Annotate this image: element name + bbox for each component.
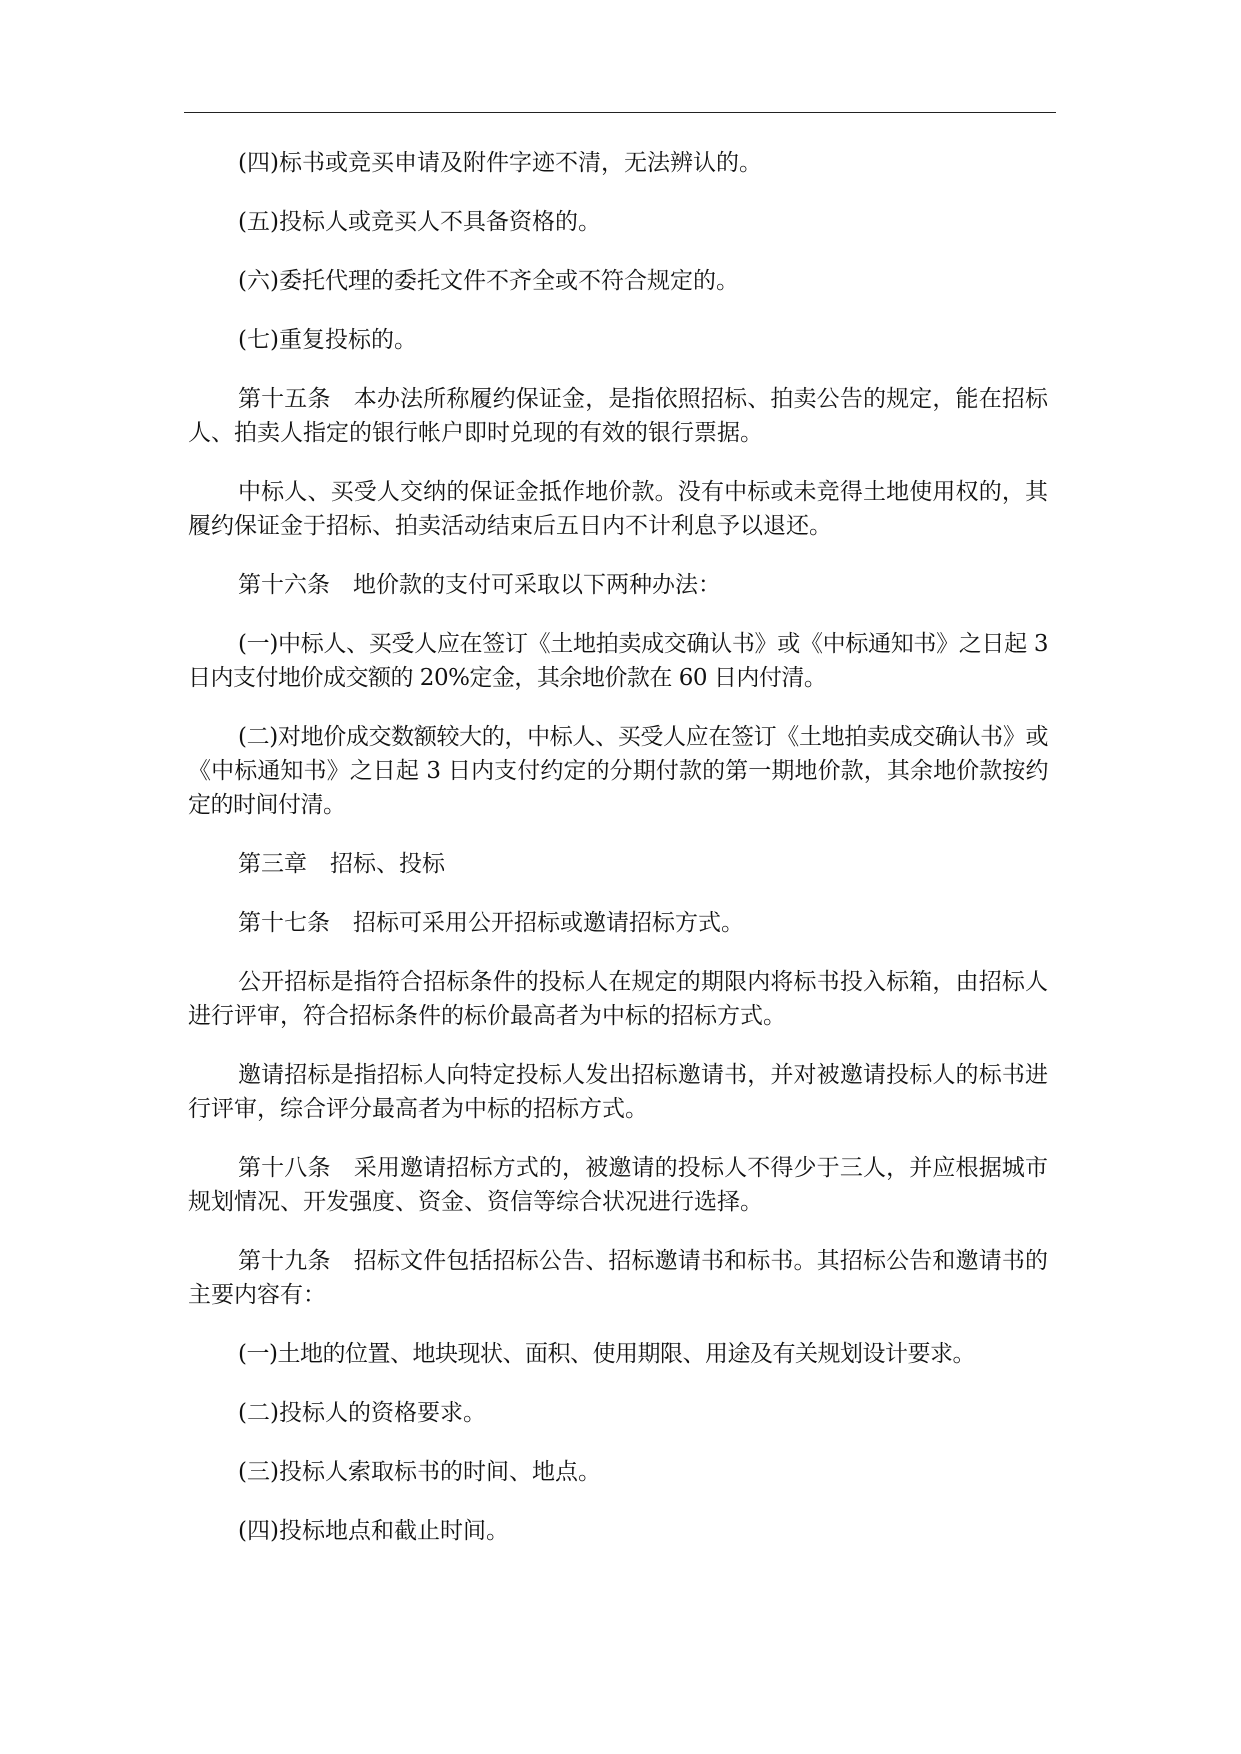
paragraph: 公开招标是指符合招标条件的投标人在规定的期限内将标书投入标箱，由招标人进行评审，符合招标条件的标价最高者为中标的招标方式。	[188, 969, 1048, 1029]
paragraph: (六)委托代理的委托文件不齐全或不符合规定的。	[238, 268, 739, 294]
paragraph: (四)标书或竞买申请及附件字迹不清，无法辨认的。	[238, 150, 762, 176]
paragraph: (四)投标地点和截止时间。	[238, 1518, 509, 1544]
article-16: 第十六条 地价款的支付可采取以下两种办法：	[238, 572, 721, 598]
article-18: 第十八条 采用邀请招标方式的，被邀请的投标人不得少于三人，并应根据城市规划情况、开发强度、资金、资信等综合状况进行选择。	[188, 1155, 1048, 1215]
paragraph: (一)土地的位置、地块现状、面积、使用期限、用途及有关规划设计要求。	[238, 1341, 975, 1367]
paragraph: (一)中标人、买受人应在签订《土地拍卖成交确认书》或《中标通知书》之日起 3 日内支付地价成交额的 20%定金，其余地价款在 60 日内付清。	[188, 631, 1055, 691]
article-19: 第十九条 招标文件包括招标公告、招标邀请书和标书。其招标公告和邀请书的主要内容有：	[188, 1248, 1048, 1308]
chapter-heading: 第三章 招标、投标	[238, 851, 445, 877]
article-17: 第十七条 招标可采用公开招标或邀请招标方式。	[238, 910, 744, 936]
paragraph: (二)投标人的资格要求。	[238, 1400, 486, 1426]
article-15: 第十五条 本办法所称履约保证金，是指依照招标、拍卖公告的规定，能在招标人、拍卖人指定的银行帐户即时兑现的有效的银行票据。	[188, 386, 1048, 446]
paragraph: (三)投标人索取标书的时间、地点。	[238, 1459, 601, 1485]
document-body	[188, 146, 1055, 1573]
header-rule	[184, 112, 1056, 113]
paragraph: (二)对地价成交数额较大的，中标人、买受人应在签订《土地拍卖成交确认书》或《中标通知书》之日起 3 日内支付约定的分期付款的第一期地价款，其余地价款按约定的时间付清。	[188, 724, 1048, 818]
paragraph: (五)投标人或竞买人不具备资格的。	[238, 209, 601, 235]
paragraph: 中标人、买受人交纳的保证金抵作地价款。没有中标或未竞得土地使用权的，其履约保证金于招标、拍卖活动结束后五日内不计利息予以退还。	[188, 479, 1048, 539]
paragraph: (七)重复投标的。	[238, 327, 417, 353]
paragraph: 邀请招标是指招标人向特定投标人发出招标邀请书，并对被邀请投标人的标书进行评审，综合评分最高者为中标的招标方式。	[188, 1062, 1048, 1122]
